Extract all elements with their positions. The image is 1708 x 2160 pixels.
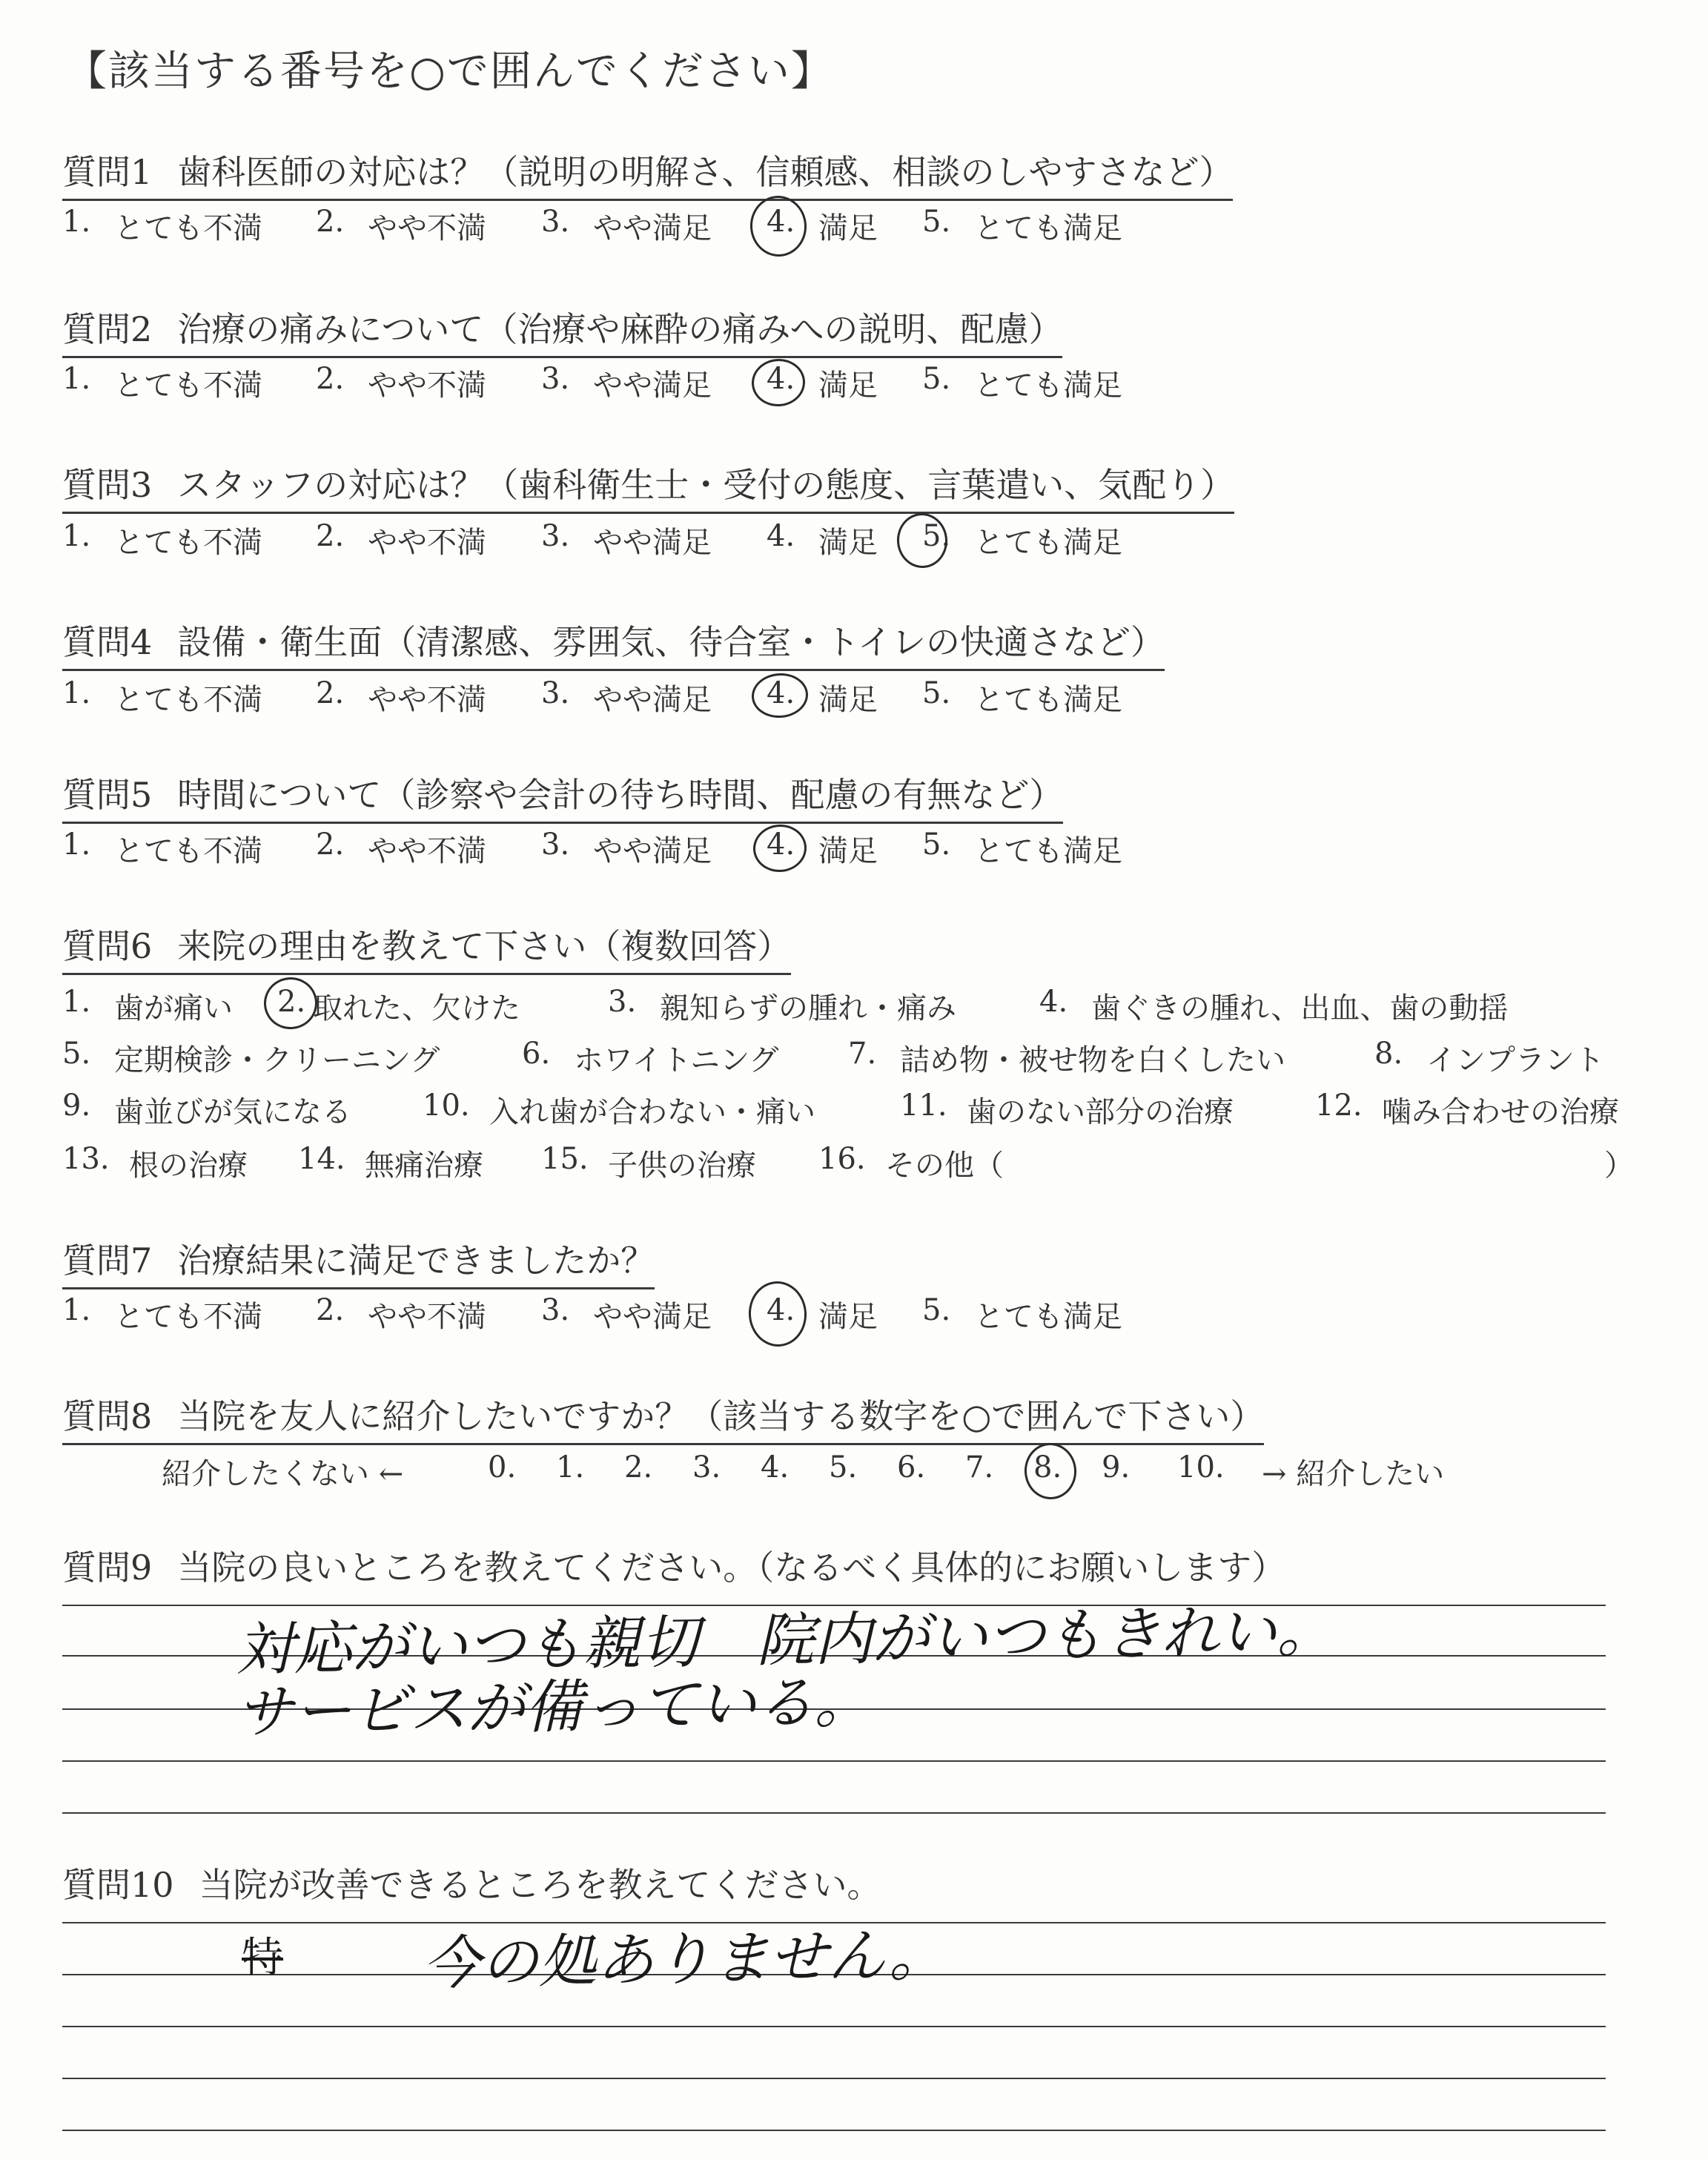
option-4-num[interactable]: 4. <box>767 828 795 862</box>
option-2-num[interactable]: 2. <box>316 828 345 862</box>
option-3-num[interactable]: 3. <box>541 205 570 239</box>
reason-7-label[interactable]: 詰め物・被せ物を白くしたい <box>900 1043 1285 1077</box>
handwritten-answer-q10: 今の処ありません。 <box>422 1921 947 1998</box>
scale-0[interactable]: 0. <box>488 1450 517 1484</box>
recommend-right-label: → 紹介したい <box>1262 1457 1445 1491</box>
scale-3[interactable]: 3. <box>692 1450 721 1484</box>
scale-10[interactable]: 10. <box>1177 1450 1225 1484</box>
option-2-label[interactable]: やや不満 <box>368 1300 486 1334</box>
reason-1-label[interactable]: 歯が痛い <box>114 991 233 1025</box>
option-3-num[interactable]: 3. <box>541 1293 570 1327</box>
option-3-label[interactable]: やや満足 <box>593 369 712 403</box>
option-3-num[interactable]: 3. <box>541 362 570 396</box>
reason-1-num[interactable]: 1. <box>62 985 91 1019</box>
reasons-row-2 <box>62 1037 1693 1081</box>
option-5-num[interactable]: 5. <box>922 519 951 553</box>
reason-15-num[interactable]: 15. <box>541 1142 589 1176</box>
answer-line <box>62 1760 1606 1762</box>
option-5-num[interactable]: 5. <box>922 205 951 239</box>
option-4-label[interactable]: 満足 <box>818 683 878 717</box>
scale-6[interactable]: 6. <box>897 1450 926 1484</box>
reason-9-num[interactable]: 9. <box>62 1089 91 1123</box>
reason-16-label[interactable]: その他（ <box>885 1149 1004 1183</box>
option-1-label[interactable]: とても不満 <box>114 211 262 245</box>
option-1-num[interactable]: 1. <box>62 1293 91 1327</box>
option-1-num[interactable]: 1. <box>62 676 91 710</box>
option-3-num[interactable]: 3. <box>541 519 570 553</box>
option-1-num[interactable]: 1. <box>62 828 91 862</box>
option-2-label[interactable]: やや不満 <box>368 683 486 717</box>
option-1-num[interactable]: 1. <box>62 362 91 396</box>
option-1-label[interactable]: とても不満 <box>114 683 262 717</box>
reason-11-num[interactable]: 11. <box>900 1089 947 1123</box>
option-5-num[interactable]: 5. <box>922 676 951 710</box>
reason-5-label[interactable]: 定期検診・クリーニング <box>114 1043 440 1077</box>
reason-15-label[interactable]: 子供の治療 <box>608 1149 756 1183</box>
reason-10-num[interactable]: 10. <box>423 1089 470 1123</box>
question-4-text: 設備・衛生面（清潔感、雰囲気、待合室・トイレの快適さなど） <box>177 622 1165 662</box>
option-3-label[interactable]: やや満足 <box>593 211 712 245</box>
option-5-label[interactable]: とても満足 <box>974 211 1122 245</box>
question-4-label: 質問4 <box>62 622 153 662</box>
option-1-label[interactable]: とても不満 <box>114 834 262 868</box>
option-5-label[interactable]: とても満足 <box>974 834 1122 868</box>
question-7-label: 質問7 <box>62 1241 153 1281</box>
handwritten-answer-q9-line2: サービスが備っている。 <box>235 1668 873 1747</box>
handwritten-answer-q9-line1: 対応がいつも親切 院内がいつもきれい。 <box>235 1598 1335 1684</box>
reason-4-label[interactable]: 歯ぐきの腫れ、出血、歯の動揺 <box>1091 991 1509 1025</box>
question-3-label: 質問3 <box>62 465 153 505</box>
option-4-num[interactable]: 4. <box>767 362 795 396</box>
answer-circle-q4 <box>750 671 810 719</box>
option-4-label[interactable]: 満足 <box>818 369 878 403</box>
answer-circle-q7 <box>747 1279 809 1348</box>
scale-1[interactable]: 1. <box>556 1450 585 1484</box>
option-3-label[interactable]: やや満足 <box>593 834 712 868</box>
question-2-title <box>62 303 1062 358</box>
option-4-label[interactable]: 満足 <box>818 834 878 868</box>
reason-12-label[interactable]: 噛み合わせの治療 <box>1382 1095 1619 1129</box>
reason-8-num[interactable]: 8. <box>1374 1037 1403 1071</box>
question-9-text: 当院の良いところを教えてください。（なるべく具体的にお願いします） <box>177 1548 1286 1588</box>
reason-7-num[interactable]: 7. <box>848 1037 877 1071</box>
option-5-label[interactable]: とても満足 <box>974 369 1122 403</box>
question-7-options <box>62 1293 1323 1338</box>
option-4-label[interactable]: 満足 <box>818 526 878 560</box>
reason-14-label[interactable]: 無痛治療 <box>365 1149 483 1183</box>
option-2-num[interactable]: 2. <box>316 205 345 239</box>
question-7-text: 治療結果に満足できましたか？ <box>177 1241 655 1281</box>
reason-3-label[interactable]: 親知らずの腫れ・痛み <box>660 991 956 1025</box>
option-3-label[interactable]: やや満足 <box>593 526 712 560</box>
reason-12-num[interactable]: 12. <box>1315 1089 1363 1123</box>
reason-16-num[interactable]: 16. <box>818 1142 866 1176</box>
option-4-num[interactable]: 4. <box>767 205 795 239</box>
reason-16-close: ） <box>1604 1149 1634 1183</box>
question-8-label: 質問8 <box>62 1396 153 1436</box>
answer-line <box>62 1812 1606 1814</box>
question-6-text: 来院の理由を教えて下さい（複数回答） <box>177 926 792 966</box>
answer-circle-q5 <box>752 823 808 874</box>
reasons-row-3 <box>62 1089 1693 1133</box>
question-5-title <box>62 768 1063 824</box>
question-5-options <box>62 828 1323 872</box>
option-1-label[interactable]: とても不満 <box>114 369 262 403</box>
scale-2[interactable]: 2. <box>624 1450 653 1484</box>
page-title: 【該当する番号を○で囲んでください】 <box>65 47 834 96</box>
reasons-row-1 <box>62 985 1693 1029</box>
option-4-label[interactable]: 満足 <box>818 1300 878 1334</box>
question-8-text: 当院を友人に紹介したいですか？（該当する数字を○で囲んで下さい） <box>177 1396 1265 1436</box>
option-3-label[interactable]: やや満足 <box>593 1300 712 1334</box>
option-2-label[interactable]: やや不満 <box>368 211 486 245</box>
option-4-num[interactable]: 4. <box>767 676 795 710</box>
question-9-title <box>62 1541 1285 1594</box>
handwritten-struck-text: 特 <box>242 1934 283 1982</box>
option-1-num[interactable]: 1. <box>62 519 91 553</box>
question-4-title <box>62 615 1165 671</box>
question-2-text: 治療の痛みについて（治療や麻酔の痛みへの説明、配慮） <box>177 309 1063 349</box>
question-5-text: 時間について（診察や会計の待ち時間、配慮の有無など） <box>177 775 1064 815</box>
reason-10-label[interactable]: 入れ歯が合わない・痛い <box>489 1095 815 1129</box>
option-2-num[interactable]: 2. <box>316 1293 345 1327</box>
answer-line <box>62 2026 1606 2027</box>
reason-8-label[interactable]: インプラント <box>1426 1043 1604 1077</box>
option-4-num[interactable]: 4. <box>767 519 795 553</box>
option-2-label[interactable]: やや不満 <box>368 526 486 560</box>
reason-3-num[interactable]: 3. <box>608 985 637 1019</box>
option-3-label[interactable]: やや満足 <box>593 683 712 717</box>
scale-4[interactable]: 4. <box>761 1450 790 1484</box>
option-5-num[interactable]: 5. <box>922 828 951 862</box>
option-1-num[interactable]: 1. <box>62 205 91 239</box>
reason-9-label[interactable]: 歯並びが気になる <box>114 1095 351 1129</box>
option-1-label[interactable]: とても不満 <box>114 1300 262 1334</box>
reason-2-label[interactable]: 取れた、欠けた <box>313 991 520 1025</box>
question-8-title <box>62 1390 1264 1445</box>
option-3-num[interactable]: 3. <box>541 828 570 862</box>
option-2-num[interactable]: 2. <box>316 362 345 396</box>
question-2-options <box>62 362 1323 406</box>
option-5-label[interactable]: とても満足 <box>974 526 1122 560</box>
question-1-label: 質問1 <box>62 152 153 192</box>
scale-5[interactable]: 5. <box>829 1450 858 1484</box>
option-3-num[interactable]: 3. <box>541 676 570 710</box>
recommend-scale <box>162 1450 1570 1495</box>
option-5-label[interactable]: とても満足 <box>974 1300 1122 1334</box>
question-3-options <box>62 519 1323 564</box>
question-3-text: スタッフの対応は？（歯科衛生士・受付の態度、言葉遣い、気配り） <box>177 465 1235 505</box>
question-1-options <box>62 205 1323 249</box>
question-4-options <box>62 676 1323 721</box>
answer-circle-q6 <box>262 976 320 1031</box>
scale-9[interactable]: 9. <box>1102 1450 1131 1484</box>
answer-line <box>62 2130 1606 2131</box>
question-5-label: 質問5 <box>62 775 153 815</box>
question-6-title <box>62 919 791 975</box>
reason-13-label[interactable]: 根の治療 <box>129 1149 248 1183</box>
reason-14-num[interactable]: 14. <box>298 1142 345 1176</box>
question-6-label: 質問6 <box>62 926 153 966</box>
question-1-text: 歯科医師の対応は？（説明の明解さ、信頼感、相談のしやすさなど） <box>177 152 1234 192</box>
option-2-num[interactable]: 2. <box>316 676 345 710</box>
answer-line <box>62 2078 1606 2079</box>
question-3-title <box>62 458 1234 514</box>
question-10-text: 当院が改善できるところを教えてください。 <box>199 1865 881 1905</box>
option-2-label[interactable]: やや不満 <box>368 834 486 868</box>
answer-circle-q8 <box>1022 1441 1078 1502</box>
reasons-row-4 <box>62 1142 1693 1186</box>
question-7-title <box>62 1234 655 1289</box>
answer-circle-q2 <box>750 357 807 409</box>
option-4-num[interactable]: 4. <box>767 1293 795 1327</box>
scale-8[interactable]: 8. <box>1033 1450 1062 1484</box>
question-10-title <box>62 1858 881 1912</box>
option-1-label[interactable]: とても不満 <box>114 526 262 560</box>
option-4-label[interactable]: 満足 <box>818 211 878 245</box>
question-1-title <box>62 145 1233 201</box>
recommend-left-label: 紹介したくない ← <box>162 1457 404 1491</box>
option-2-num[interactable]: 2. <box>316 519 345 553</box>
reason-4-num[interactable]: 4. <box>1039 985 1068 1019</box>
question-9-label: 質問9 <box>62 1548 153 1588</box>
option-5-num[interactable]: 5. <box>922 1293 951 1327</box>
question-2-label: 質問2 <box>62 309 153 349</box>
question-10-label: 質問10 <box>62 1865 174 1905</box>
reason-6-label[interactable]: ホワイトニング <box>574 1043 779 1077</box>
scale-7[interactable]: 7. <box>965 1450 994 1484</box>
reason-6-num[interactable]: 6. <box>522 1037 551 1071</box>
option-2-label[interactable]: やや不満 <box>368 369 486 403</box>
reason-2-num[interactable]: 2. <box>277 985 306 1019</box>
reason-11-label[interactable]: 歯のない部分の治療 <box>967 1095 1234 1129</box>
reason-13-num[interactable]: 13. <box>62 1142 110 1176</box>
answer-circle-q1 <box>748 194 809 258</box>
option-5-num[interactable]: 5. <box>922 362 951 396</box>
option-5-label[interactable]: とても満足 <box>974 683 1122 717</box>
reason-5-num[interactable]: 5. <box>62 1037 91 1071</box>
